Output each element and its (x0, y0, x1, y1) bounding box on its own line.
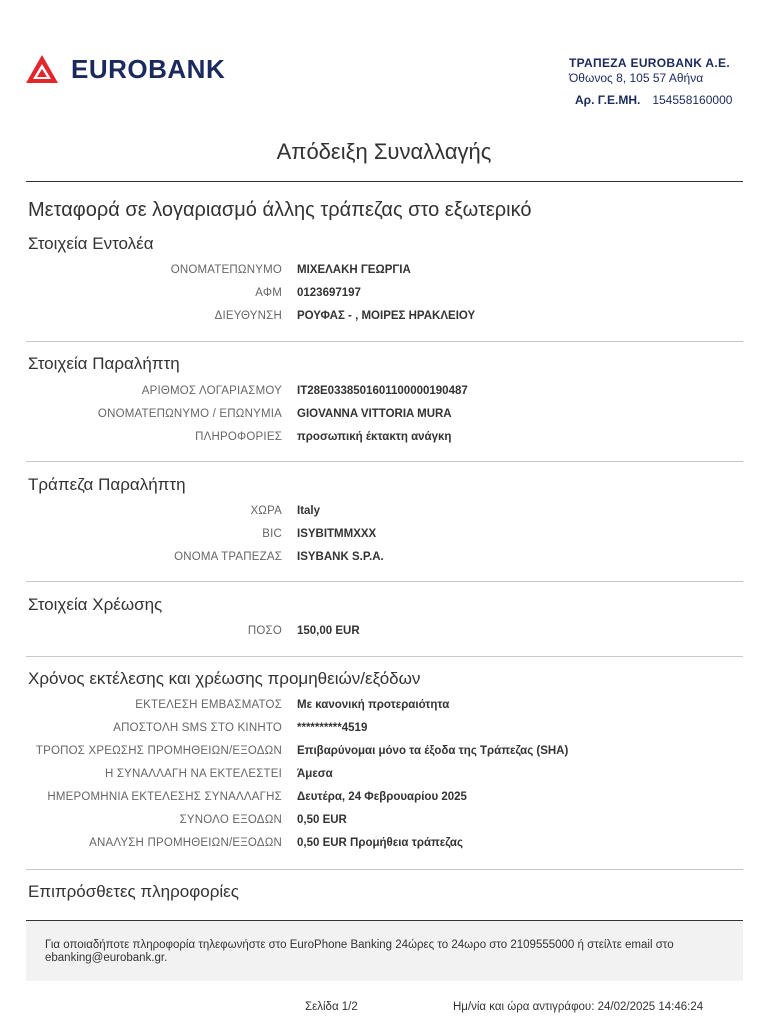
field-label: ΔΙΕΥΘΥΝΣΗ (214, 309, 282, 322)
field-value: ISYBITMMXXX (297, 527, 377, 540)
section-title: Επιπρόσθετες πληροφορίες (28, 882, 239, 901)
field-value: προσωπική έκτακτη ανάγκη (297, 430, 452, 443)
field-value: 150,00 EUR (297, 624, 360, 637)
section-recipient-bank (26, 475, 743, 568)
field-label: ΠΟΣΟ (247, 624, 282, 637)
field-value: 0123697197 (297, 286, 361, 299)
section-title: Στοιχεία Χρέωσης (28, 595, 163, 614)
field-value: Italy (297, 504, 321, 517)
section-divider (26, 869, 743, 870)
transaction-type-title: Μεταφορά σε λογαριασμό άλλης τράπεζας στο εξωτερικό (28, 199, 532, 221)
field-label: ΑΝΑΛΥΣΗ ΠΡΟΜΗΘΕΙΩΝ/ΕΞΟΔΩΝ (89, 836, 282, 849)
field-label: ΣΥΝΟΛΟ ΕΞΟΔΩΝ (179, 813, 282, 826)
field-row (26, 762, 743, 785)
company-name: ΤΡΑΠΕΖΑ EUROBANK A.E. (569, 56, 730, 70)
field-row (26, 716, 743, 739)
field-row (26, 808, 743, 831)
field-row (26, 545, 743, 568)
section-sender (26, 234, 743, 327)
field-value: Με κανονική προτεραιότητα (297, 698, 450, 711)
field-value: 0,50 EUR (297, 813, 347, 826)
section-title: Χρόνος εκτέλεσης και χρέωσης προμηθειών/εξόδων (28, 669, 421, 688)
field-label: ΠΛΗΡΟΦΟΡΙΕΣ (195, 430, 282, 443)
field-value: Επιβαρύνομαι μόνο τα έξοδα της Τράπεζας (SHA) (297, 744, 569, 757)
field-label: BIC (262, 527, 282, 540)
gemi-info (575, 93, 732, 107)
section-divider (26, 341, 743, 342)
field-row (26, 499, 743, 522)
gemi-value: 154558160000 (652, 93, 733, 107)
field-value: ISYBANK S.P.A. (297, 550, 384, 563)
document-title: Απόδειξη Συναλλαγής (276, 139, 492, 164)
field-label: ΧΩΡΑ (250, 504, 282, 517)
field-value: GIOVANNA VITTORIA MURA (297, 407, 452, 420)
field-label: ΟΝΟΜΑΤΕΠΩΝΥΜΟ / ΕΠΩΝΥΜΙΑ (97, 407, 282, 420)
field-value: ΜΙΧΕΛΑΚΗ ΓΕΩΡΓΙΑ (297, 263, 411, 276)
field-label: ΟΝΟΜΑΤΕΠΩΝΥΜΟ (170, 263, 282, 276)
eurobank-logo-icon (25, 54, 59, 84)
field-label: ΤΡΟΠΟΣ ΧΡΕΩΣΗΣ ΠΡΟΜΗΘΕΙΩΝ/ΕΞΟΔΩΝ (35, 744, 282, 757)
field-row (26, 831, 743, 854)
field-label: Η ΣΥΝΑΛΛΑΓΗ ΝΑ ΕΚΤΕΛΕΣΤΕΙ (104, 767, 282, 780)
field-row (26, 304, 743, 327)
field-row (26, 522, 743, 545)
contact-note (26, 920, 743, 981)
field-value: 0,50 EUR Προμήθεια τράπεζας (297, 836, 463, 849)
section-divider (26, 656, 743, 657)
field-label: ΑΠΟΣΤΟΛΗ SMS ΣΤΟ ΚΙΝΗΤΟ (113, 721, 282, 734)
contact-note-text: Για οποιαδήποτε πληροφορία τηλεφωνήστε στο EuroPhone Banking 24ώρες το 24ωρο στο 2109555000 ή στείλτε email στο ebanking@eurobank.gr. (45, 939, 674, 964)
section-title: Στοιχεία Παραλήπτη (28, 354, 180, 373)
logo-text: EUROBANK (71, 53, 226, 84)
copy-datetime: Ημ/νία και ώρα αντιγράφου: 24/02/2025 14:46:24 (453, 1001, 704, 1013)
section-title: Τράπεζα Παραλήπτη (28, 475, 186, 494)
title-divider (26, 181, 743, 182)
field-value: Δευτέρα, 24 Φεβρουαρίου 2025 (297, 790, 467, 803)
company-info (569, 56, 739, 85)
field-row (26, 619, 743, 642)
field-label: ΑΡΙΘΜΟΣ ΛΟΓΑΡΙΑΣΜΟΥ (141, 384, 282, 397)
field-value: IT28E0338501601100000190487 (297, 384, 468, 397)
gemi-label: Αρ. Γ.Ε.ΜΗ. (575, 93, 641, 107)
field-row (26, 379, 743, 402)
section-recipient (26, 354, 743, 448)
section-divider (26, 461, 743, 462)
field-row (26, 785, 743, 808)
field-label: ΑΦΜ (255, 286, 282, 299)
field-row (26, 693, 743, 716)
section-divider (26, 581, 743, 582)
field-row (26, 402, 743, 425)
field-label: ΕΚΤΕΛΕΣΗ ΕΜΒΑΣΜΑΤΟΣ (135, 698, 282, 711)
section-additional-info (26, 882, 743, 902)
field-label: ΟΝΟΜΑ ΤΡΑΠΕΖΑΣ (174, 550, 282, 563)
section-charge (26, 595, 743, 642)
field-label: ΗΜΕΡΟΜΗΝΙΑ ΕΚΤΕΛΕΣΗΣ ΣΥΝΑΛΛΑΓΗΣ (47, 790, 282, 803)
field-row (26, 258, 743, 281)
field-value: **********4519 (297, 721, 368, 734)
field-row (26, 739, 743, 762)
field-row (26, 281, 743, 304)
field-value: Άμεσα (297, 767, 333, 780)
section-title: Στοιχεία Εντολέα (28, 234, 154, 253)
page-number: Σελίδα 1/2 (305, 1001, 358, 1013)
section-execution-fees (26, 669, 743, 854)
field-row (26, 425, 743, 448)
field-value: ΡΟΥΦΑΣ - , ΜΟΙΡΕΣ ΗΡΑΚΛΕΙΟΥ (297, 309, 476, 322)
company-address: Όθωνος 8, 105 57 Αθήνα (569, 71, 704, 85)
eurobank-logo (25, 54, 225, 84)
